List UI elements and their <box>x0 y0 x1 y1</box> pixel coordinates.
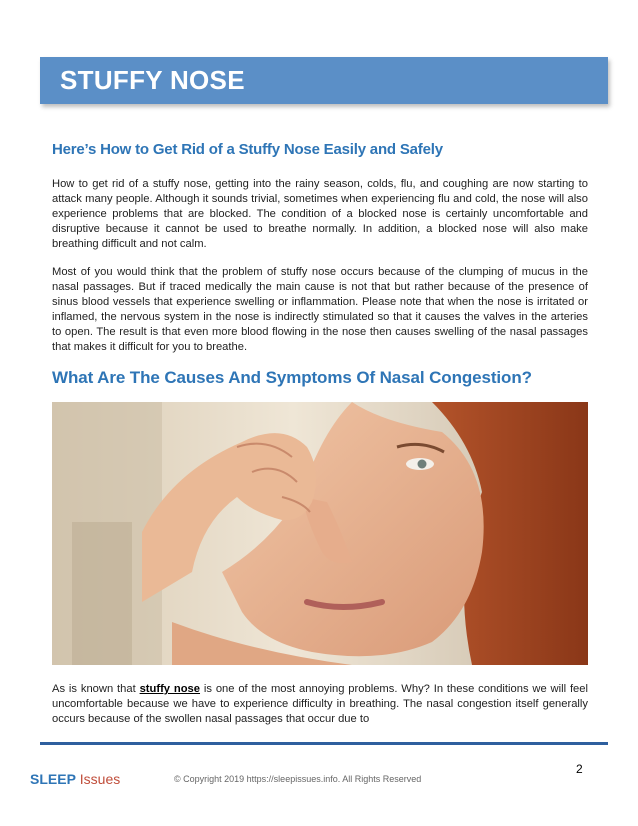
paragraph-symptoms <box>52 682 588 727</box>
paragraph-symptoms-rest: is one of the most annoying problems. Why? In these conditions we will feel uncomfortable because we have to experience difficulty in breathing. The nasal congestion itself generally occurs because of the swollen nasal passages that occur due to <box>52 683 588 725</box>
footer-divider <box>40 742 608 745</box>
copyright-notice: © Copyright 2019 https://sleepissues.info. All Rights Reserved <box>174 774 422 784</box>
paragraph-symptoms-start: As is known that <box>52 683 140 695</box>
page-title: STUFFY NOSE <box>60 65 245 95</box>
sleep-issues-logo <box>30 771 120 787</box>
logo-sleep-text: SLEEP <box>30 771 76 787</box>
paragraph-intro: How to get rid of a stuffy nose, getting into the rainy season, colds, flu, and coughing are now starting to attack many people. Although it sounds trivial, sometimes when experiencing flu and cold, the nose will also experience problems that are blocked. The condition of a blocked nose is certainly uncomfortable and disruptive because it cannot be used to breathe normally. In addition, a blocked nose will also make breathing difficult and not calm. <box>52 178 588 250</box>
logo-issues-text: Issues <box>79 771 121 787</box>
page-number: 2 <box>576 762 583 776</box>
paragraph-causes: Most of you would think that the problem of stuffy nose occurs because of the clumping of mucus in the nasal passages. But if traced medically the main cause is not that but rather because of the presence of sinus blood vessels that experience swelling or inflammation. Please note that when the nose is irritated or inflamed, the nervous system in the nose is indirectly stimulated so that it causes the valves in the arteries to open. The result is that even more blood flowing in the nose then causes swelling of the nasal passages that makes it difficult for you to breathe. <box>52 266 588 353</box>
title-banner <box>40 57 608 104</box>
stuffy-nose-link[interactable]: stuffy nose <box>139 683 201 695</box>
article-subtitle: Here’s How to Get Rid of a Stuffy Nose Easily and Safely <box>52 141 443 158</box>
woman-pinching-nose-photo <box>52 402 588 665</box>
section-heading: What Are The Causes And Symptoms Of Nasal Congestion? <box>52 368 532 387</box>
